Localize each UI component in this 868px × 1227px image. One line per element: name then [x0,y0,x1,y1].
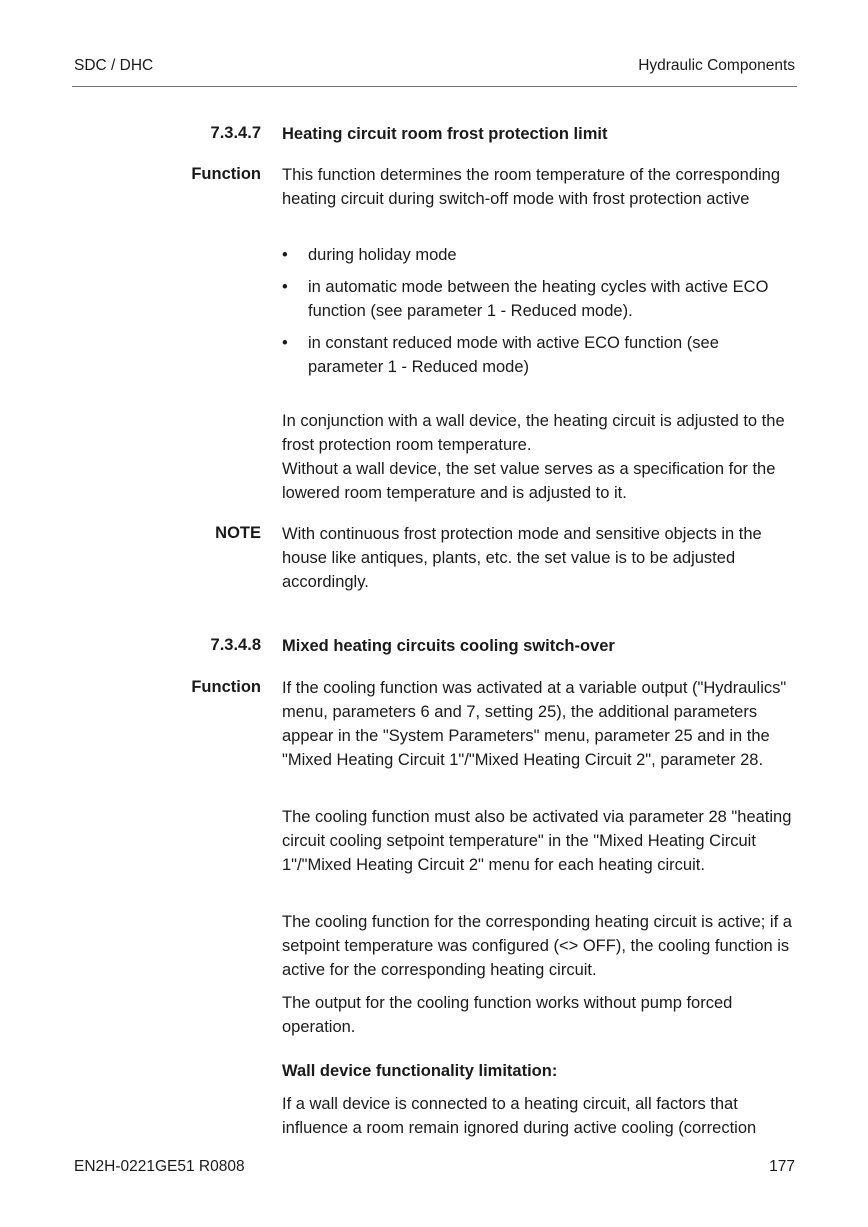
page-footer [74,1158,795,1180]
document-code: EN2H-0221GE51 R0808 [74,1158,245,1175]
function-label: Function [191,678,261,696]
page-header [74,57,795,79]
cooling-paragraph [282,991,798,1039]
wall-limitation-text: If a wall device is connected to a heating circuit, all factors that influence a room remain ignored during active cooling (correction [282,1095,757,1137]
wall-device-text-1: In conjunction with a wall device, the heating circuit is adjusted to the frost protection room temperature. [282,412,785,454]
subheading: Wall device functionality limitation: [282,1062,558,1080]
section-number: 7.3.4.7 [210,124,261,142]
bullet-icon: • [282,278,288,296]
bullet-icon: • [282,334,288,352]
section-title: Mixed heating circuits cooling switch-over [282,637,615,655]
function-label: Function [191,165,261,183]
list-item-text: in constant reduced mode with active ECO function (see parameter 1 - Reduced mode) [308,334,719,376]
list-item [282,331,798,379]
cooling-paragraph [282,805,798,877]
header-divider [72,86,797,87]
list-item [282,275,798,323]
section-number: 7.3.4.8 [210,636,261,654]
function-intro [282,163,798,211]
wall-device-text-2: Without a wall device, the set value serves as a specification for the lowered room temperature and is adjusted to it. [282,460,776,502]
page-number: 177 [769,1158,795,1175]
cooling-text: The cooling function for the corresponding heating circuit is active; if a setpoint temperature was configured (<> OFF), the cooling function is active for the corresponding heating circuit. [282,913,792,979]
cooling-text: If the cooling function was activated at a variable output ("Hydraulics" menu, parameters 6 and 7, setting 25), the additional parameters appear in the "System Parameters" menu, parameter 25 and in the "Mixed Heating Circuit 1"/"Mixed Heating Circuit 2", parameter 28. [282,679,787,769]
header-right-text: Hydraulic Components [638,57,795,74]
cooling-text: The cooling function must also be activated via parameter 28 "heating circuit cooling setpoint temperature" in the "Mixed Heating Circuit 1"/"Mixed Heating Circuit 2" menu for each heating circuit. [282,808,792,874]
cooling-paragraph [282,676,798,772]
header-left-text: SDC / DHC [74,57,154,74]
note-text: With continuous frost protection mode and sensitive objects in the house like antiques, plants, etc. the set value is to be adjusted accordingly. [282,525,762,591]
cooling-text: The output for the cooling function works without pump forced operation. [282,994,733,1036]
cooling-paragraph [282,910,798,982]
function-intro-text: This function determines the room temperature of the corresponding heating circuit during switch-off mode with frost protection active [282,166,781,208]
note-label: NOTE [215,524,261,542]
wall-limitation-paragraph [282,1092,798,1140]
wall-device-paragraph [282,409,798,505]
section-title: Heating circuit room frost protection limit [282,125,608,143]
list-item [282,243,798,267]
list-item-text: in automatic mode between the heating cycles with active ECO function (see parameter 1 - Reduced mode). [308,278,769,320]
note-paragraph [282,522,798,594]
list-item-text: during holiday mode [308,246,457,264]
bullet-icon: • [282,246,288,264]
